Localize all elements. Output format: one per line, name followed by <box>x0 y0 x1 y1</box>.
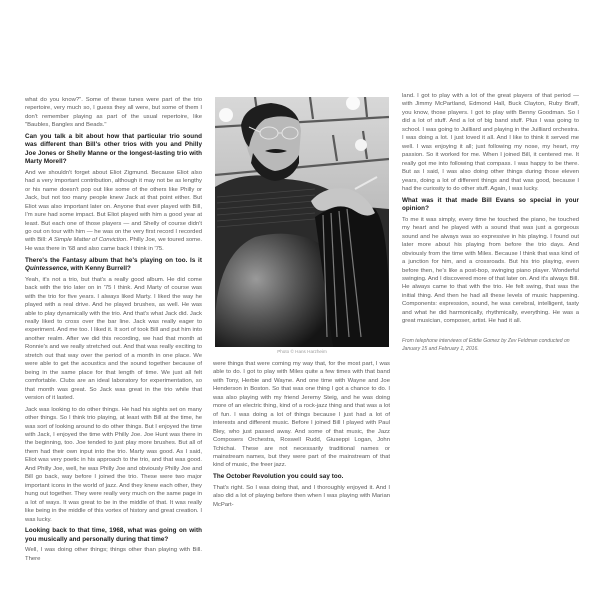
photo-credit: Photo © Hans Harzheim <box>277 349 327 354</box>
paragraph: were things that were coming my way that, for the most part, I was able to do. I got to play with Miles quite a few times with that band with Tony, Herbie and Wayne. And one time with Wayne and Joe Henderson in Boston. So that was one thing I got a chance to do. I was also playing with my friend Jeremy Steig, and he was doing more of an electric thing, kind of a rock-jazz thing and that was a lot of fun. I was doing a lot of things because I just had a lot of interests and different music. Before I joined Bill I played with Paul Bley, who just passed away. And some of that music, the Jazz Composers Orchestra, Roswell Rudd, Giuseppi Logan, John Tchichai. These are not necessarily traditional names or mainstream names, but they were part of the mainstream of that kind of music, the freer jazz. <box>213 361 390 469</box>
interview-question: What was it that made Bill Evans so special in your opinion? <box>402 196 579 212</box>
left-text-column <box>25 96 202 566</box>
paragraph: To me it was simply, every time he touched the piano, he touched my heart and he played with a sound that was just a gorgeous sound and he always was so expressive in his playing. I found out later more about his playing from before the trio days. And obviously from the time with Miles. Because I think that was kind of a junction for him, and a crossroads. But his trio playing, even before then, he's like a post-bop, swinging piano player. Wonderful swinging. And I discovered more of that later on. And it's always Bill. He always came to that with the trio. He felt swing, that was the initial thing. And then he had all these levels of music happening. Components: expression, sound, he was cerebral, intelligent, tasty and what he did harmonically, rhythmically, everything. He was a great musician, composer, artist. He had it all. <box>402 216 579 325</box>
interview-question: Can you talk a bit about how that particular trio sound was different than Bill's other trios with you and Philly Joe Jones or Shelly Manne or the longest-lasting trio with Marty Morell? <box>25 133 202 165</box>
interview-question <box>25 257 202 274</box>
paragraph-text: And we shouldn't forget about Eliot Zigmund. Because Eliot also had a very important contribution, although it may not be as lengthy or his name doesn't pop out like some of the others like Philly or Jack, but not too many people knew Jack at that point either. But Eliot was also important later on. Anyone that ever played with Bill, I'm sure had some impact. But Eliot played with him a good year at least. But each one of those players — and Shelly of course didn't go out on tour with him — he was on the very first record I recorded with Bill: <box>25 169 202 244</box>
interview-question: Looking back to that time, 1968, what was going on with you musically and personally during that time? <box>25 527 202 543</box>
album-title: A Simple Matter of Conviction <box>48 237 127 244</box>
question-text: There's the Fantasy album that he's playing on too. Is it <box>25 256 202 264</box>
interview-question: The October Revolution you could say too. <box>213 473 344 481</box>
paragraph <box>25 169 202 254</box>
paragraph: what do you know?". Some of these tunes were part of the trio repertoire, very much so, I guess they all were, but some of them I don't remember playing as part of the usual repertoire, like "Baubles, Bangles and Beads." <box>25 97 202 129</box>
paragraph: Jack was looking to do other things. He had his sights set on many other things. So I think trio playing, at least with Bill at the time, he was sort of looking around to do other things. But I enjoyed the time with Jack, I enjoyed the time with Philly Joe. Joe Hunt was there in the beginning, too. Joe tended to just play more brushes. But all of them had their own input into the trio. Marty was good. As I said, Eliot was very poetic in his approach to the trio, and that was good. And Philly Joe, well, he was Philly Joe and obviously Philly Joe and Bill go back, way before I joined the trio. These were two major important icons in the world of jazz. And they knew each other, they hung out together. They were really very much on the same page in a lot of ways. It was great to be in the middle of that. It was really like being in the middle of this vortex of history and great creation. I was lucky. <box>25 406 202 523</box>
paragraph: That's right. So I was doing that, and I thoroughly enjoyed it. And I also did a lot of playing before then when I was playing with Marian McPart- <box>213 484 390 508</box>
bassist-photo-illustration <box>215 97 389 347</box>
paragraph-text: . Philly Joe, we toured some. He was there in '68 and also came back I think in '75. <box>25 237 202 252</box>
paragraph: Yeah, it's not a trio, but that's a really good album. He did come back with the trio later on in '75 I think. And Marty of course was with the trio for five years. I always liked Marty. I liked the way he played with a real drive. And he played brushes, as well. He was able to play dynamically with the trio. And that's what Jack did. Jack really liked to cross over the bar line. Jack was really eager to experiment. And me too. I liked it. It sort of took Bill and put him into another realm. After we did this recording, we had that month at Ronnie's and we really stretched out. And that was really exciting to stretch out that way over the period of a month in one place. We were able to get the acoustics and the sound together because of being in the same place for that length of time. We just all felt comfortable. Clubs are an ideal laboratory for experimentation, so that month was great. So Jack was great in the trio while that version of it lasted. <box>25 276 202 402</box>
album-title: Quintessence <box>25 264 67 272</box>
paragraph: land. I got to play with a lot of the great players of that period — with Jimmy McPartland, Edmond Hall, Buck Clayton, Ruby Braff, you know, those players. I got to play with Benny Goodman. So I did a lot of stuff. And a lot of big band stuff. Plus I was going to school. I was going to Juilliard and playing in the Juilliard orchestra. I was doing a lot. I just loved it all. And I like to think it served me well. I was enjoying it all; just following my nose, my heart, my passion. So it worked for me. When I joined Bill, it centered me. It really got me into following that compass. I was happy to be there. But as I said, I was also doing other things during those eleven years, doing a lot of different things and that was good, because I had the curiosity to do other stuff. Again, I was lucky. <box>402 93 579 192</box>
photo-eddie-gomez <box>215 97 389 347</box>
middle-text-column <box>213 360 390 513</box>
question-text: , with Kenny Burrell? <box>66 264 131 272</box>
interview-credit: From telephone interviews of Eddie Gomez by Zev Feldman conducted on January 15 and February 1, 2016. <box>402 337 570 352</box>
right-text-column <box>402 92 579 356</box>
paragraph: Well, I was doing other things; things other than playing with Bill. There <box>25 547 202 562</box>
